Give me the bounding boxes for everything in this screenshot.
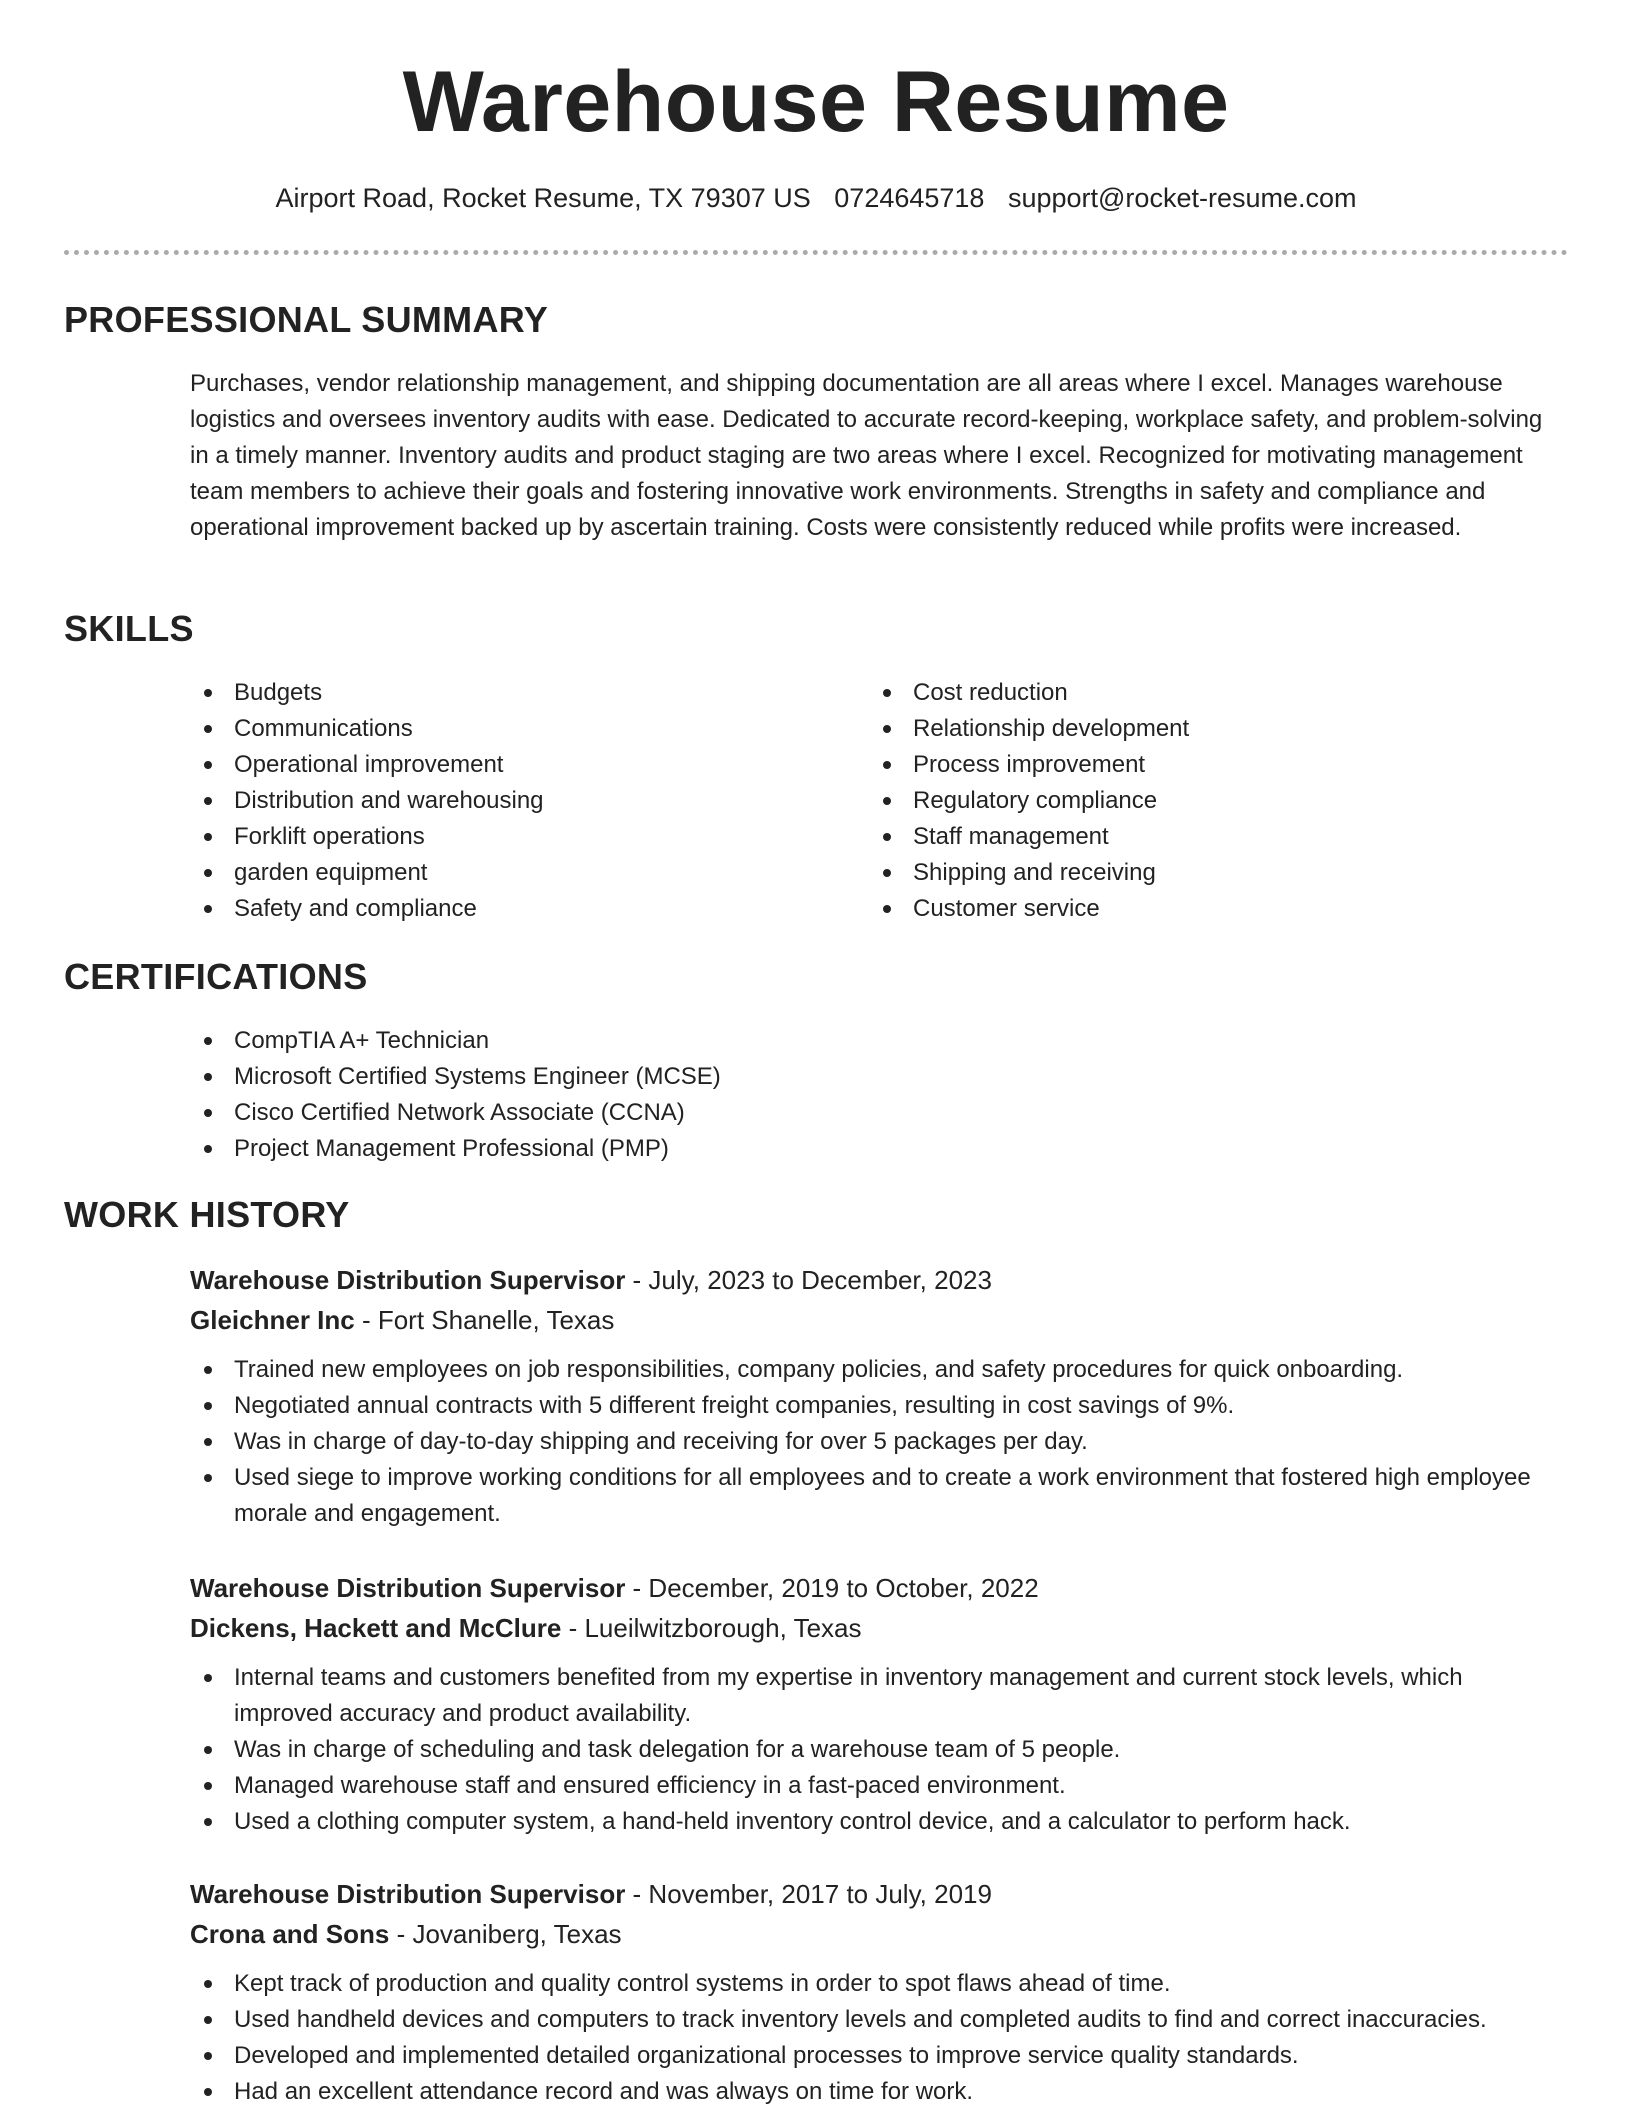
certification-item: Microsoft Certified Systems Engineer (MCSE)	[190, 1059, 1550, 1095]
job-dates: - July, 2023 to December, 2023	[625, 1265, 992, 1295]
job-company-line	[190, 1302, 1560, 1338]
skills-list-left	[190, 675, 830, 927]
contact-address: Airport Road, Rocket Resume, TX 79307 US	[275, 183, 811, 213]
job-entry	[190, 1876, 1560, 2110]
job-dates: - December, 2019 to October, 2022	[625, 1573, 1039, 1603]
certifications-list	[190, 1023, 1550, 1167]
skill-item: Customer service	[869, 891, 1509, 927]
job-entry	[190, 1570, 1560, 1840]
contact-email: support@rocket-resume.com	[1007, 183, 1357, 213]
job-bullet: Negotiated annual contracts with 5 different freight companies, resulting in cost savings of 9%.	[190, 1388, 1560, 1424]
job-bullet: Used a clothing computer system, a hand-held inventory control device, and a calculator to perform hack.	[190, 1804, 1560, 1840]
job-company: Crona and Sons	[190, 1919, 390, 1949]
skill-item: Shipping and receiving	[869, 855, 1509, 891]
job-bullet: Trained new employees on job responsibilities, company policies, and safety procedures for quick onboarding.	[190, 1352, 1560, 1388]
resume-name: Warehouse Resume	[402, 54, 1230, 150]
job-bullet: Used siege to improve working conditions for all employees and to create a work environment that fostered high employee morale and engagement.	[190, 1460, 1560, 1532]
job-bullet: Was in charge of day-to-day shipping and receiving for over 5 packages per day.	[190, 1424, 1560, 1460]
job-bullet: Used handheld devices and computers to track inventory levels and completed audits to find and correct inaccuracies.	[190, 2002, 1560, 2038]
skill-item: Cost reduction	[869, 675, 1509, 711]
skill-item: Operational improvement	[190, 747, 830, 783]
skill-item: Forklift operations	[190, 819, 830, 855]
job-company: Dickens, Hackett and McClure	[190, 1613, 562, 1643]
job-location: - Fort Shanelle, Texas	[354, 1305, 615, 1335]
skill-item: Regulatory compliance	[869, 783, 1509, 819]
job-bullet: Developed and implemented detailed organizational processes to improve service quality standards.	[190, 2038, 1560, 2074]
summary-heading: PROFESSIONAL SUMMARY	[64, 299, 549, 340]
certification-item: Cisco Certified Network Associate (CCNA)	[190, 1095, 1550, 1131]
skill-item: Process improvement	[869, 747, 1509, 783]
skill-item: Budgets	[190, 675, 830, 711]
job-title-line	[190, 1262, 1560, 1298]
job-bullets	[190, 1966, 1560, 2110]
skills-heading: SKILLS	[64, 608, 194, 649]
certification-item: Project Management Professional (PMP)	[190, 1131, 1550, 1167]
job-title-line	[190, 1570, 1560, 1606]
skill-item: Safety and compliance	[190, 891, 830, 927]
skills-list-right	[869, 675, 1509, 927]
certification-item: CompTIA A+ Technician	[190, 1023, 1550, 1059]
job-location: - Jovaniberg, Texas	[389, 1919, 622, 1949]
job-dates: - November, 2017 to July, 2019	[625, 1879, 992, 1909]
job-location: - Lueilwitzborough, Texas	[561, 1613, 862, 1643]
job-company-line	[190, 1916, 1560, 1952]
job-company: Gleichner Inc	[190, 1305, 355, 1335]
header-divider	[64, 250, 1568, 255]
skill-item: Communications	[190, 711, 830, 747]
job-title-line	[190, 1876, 1560, 1912]
job-bullet: Had an excellent attendance record and was always on time for work.	[190, 2074, 1560, 2110]
job-bullet: Was in charge of scheduling and task delegation for a warehouse team of 5 people.	[190, 1732, 1560, 1768]
certifications-heading: CERTIFICATIONS	[64, 956, 368, 997]
job-bullet: Internal teams and customers benefited from my expertise in inventory management and current stock levels, which improved accuracy and product availability.	[190, 1660, 1560, 1732]
skill-item: Distribution and warehousing	[190, 783, 830, 819]
job-bullet: Kept track of production and quality control systems in order to spot flaws ahead of time.	[190, 1966, 1560, 2002]
skill-item: garden equipment	[190, 855, 830, 891]
contact-line	[0, 180, 1632, 216]
job-bullets	[190, 1352, 1560, 1532]
contact-phone: 0724645718	[834, 183, 985, 213]
job-bullets	[190, 1660, 1560, 1840]
job-title: Warehouse Distribution Supervisor	[190, 1265, 626, 1295]
job-company-line	[190, 1610, 1560, 1646]
skill-item: Staff management	[869, 819, 1509, 855]
job-entry	[190, 1262, 1560, 1532]
skill-item: Relationship development	[869, 711, 1509, 747]
job-title: Warehouse Distribution Supervisor	[190, 1573, 626, 1603]
job-bullet: Managed warehouse staff and ensured efficiency in a fast-paced environment.	[190, 1768, 1560, 1804]
summary-text: Purchases, vendor relationship management, and shipping documentation are all areas where I excel. Manages warehouse logistics and oversees inventory audits with ease. Dedicated to accurate record-keeping, workplace safety, and problem-solving in a timely manner. Inventory audits and product staging are two areas where I excel. Recognized for motivating management team members to achieve their goals and fostering innovative work environments. Strengths in safety and compliance and operational improvement backed up by ascertain training. Costs were consistently reduced while profits were increased.	[190, 370, 1543, 541]
work-history-heading: WORK HISTORY	[64, 1194, 350, 1235]
job-title: Warehouse Distribution Supervisor	[190, 1879, 626, 1909]
